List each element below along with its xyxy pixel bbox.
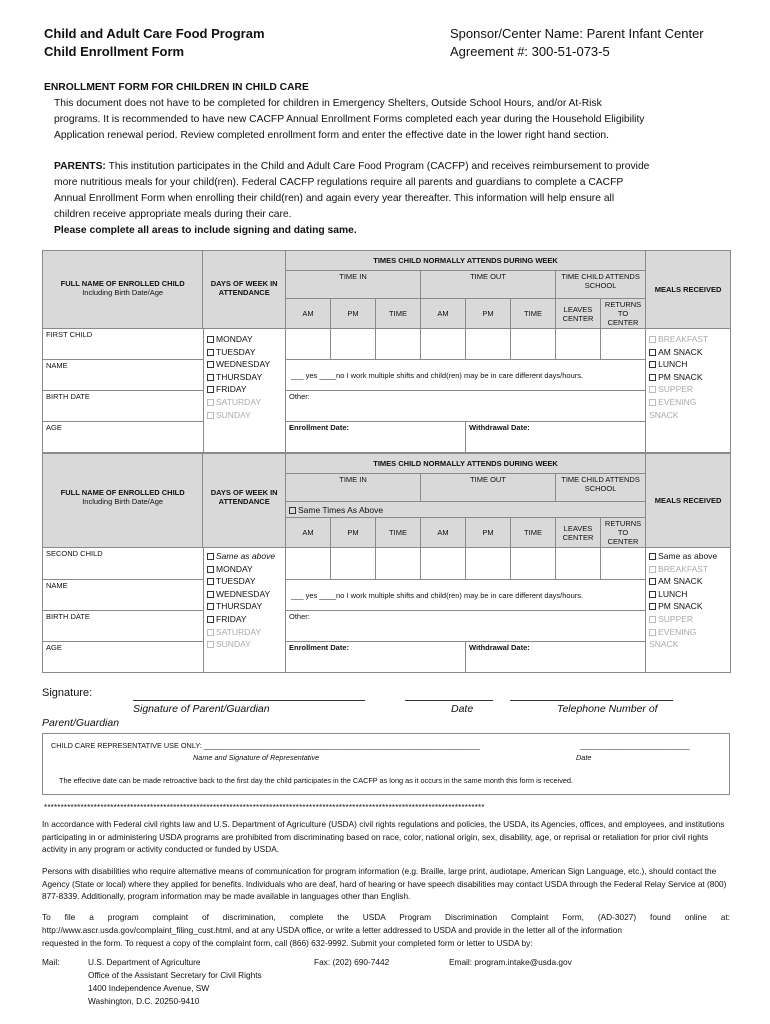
day-checkbox[interactable] [207, 383, 282, 396]
withdrawal-date-field[interactable]: Withdrawal Date: [466, 422, 646, 453]
returns-header: RETURNS TO CENTER [601, 518, 646, 548]
multiple-shifts[interactable]: ___ yes ____no I work multiple shifts and child(ren) may be in care different days/hours. [286, 580, 646, 611]
parents-line: Annual Enrollment Form when enrolling their child(ren) and again every year thereafter. This information will help ensure all [54, 193, 615, 204]
meal-label: EVENING SNACK [649, 626, 697, 650]
meal-checkbox[interactable] [649, 358, 727, 371]
enrollment-heading: ENROLLMENT FORM FOR CHILDREN IN CHILD CARE [44, 82, 309, 93]
program-title: Child and Adult Care Food Program [44, 26, 265, 41]
address-line: 1400 Independence Avenue, SW [88, 983, 210, 993]
time-in-header: TIME IN [286, 474, 421, 502]
day-label: TUESDAY [216, 576, 256, 587]
effective-date-note: The effective date can be made retroactive back to the first day the child participates in the CACFP as long as it occurs in the same month this form is received. [59, 776, 574, 785]
school-header: TIME CHILD ATTENDS SCHOOL [556, 474, 646, 502]
day-label: WEDNESDAY [216, 588, 271, 599]
agreement-number: Agreement #: 300-51-073-5 [450, 44, 610, 59]
pm-header: PM [331, 299, 376, 329]
leaves-header: LEAVES CENTER [556, 299, 601, 329]
day-checkbox[interactable] [207, 396, 282, 409]
times-header: TIMES CHILD NORMALLY ATTENDS DURING WEEK [286, 454, 646, 474]
intro-line: programs. It is recommended to have new CACFP Annual Enrollment Forms completed each year during the Household Eligibility [54, 114, 645, 125]
disabilities-paragraph: Persons with disabilities who require alternative means of communication for program information (e.g. Braille, large print, audiotape, American Sign Language, etc.), should contact the Agency (State or local) where they applied for benefits. Individuals who are deaf, hard of hearing or have speech disabilities may contact USDA through the Federal Relay Service at (800) 877-8339. Additionally, program information may be made available in languages other than English. [42, 866, 727, 901]
day-checkbox[interactable] [207, 613, 282, 626]
checkbox-icon [649, 349, 656, 356]
date-line[interactable] [405, 700, 493, 701]
days-header: DAYS OF WEEK IN ATTENDANCE [210, 279, 278, 297]
fax-number: Fax: (202) 690-7442 [314, 957, 390, 967]
representative-box [42, 733, 730, 795]
representative-date-caption: Date [576, 753, 592, 762]
meals-list [646, 329, 731, 453]
civil-rights-paragraph: In accordance with Federal civil rights law and U.S. Department of Agriculture (USDA) civil rights regulations and policies, the USDA, its Agencies, offices, and employees, and institutions participating in or administering USDA programs are prohibited from discriminating based on race, color, national origin, sex, disability, age, or reprisal or retaliation for prior civil rights activity in any program or activity conducted or funded by USDA. [42, 819, 725, 854]
time-cell[interactable] [421, 548, 466, 580]
time-header: TIME [511, 299, 556, 329]
time-cell[interactable] [511, 329, 556, 360]
time-cell[interactable] [556, 329, 601, 360]
times-header: TIMES CHILD NORMALLY ATTENDS DURING WEEK [286, 251, 646, 271]
time-cell[interactable] [376, 548, 421, 580]
time-header: TIME [511, 518, 556, 548]
meals-header: MEALS RECEIVED [646, 454, 731, 548]
time-cell[interactable] [466, 548, 511, 580]
checkbox-icon [649, 374, 656, 381]
time-cell[interactable] [286, 329, 331, 360]
full-name-header: FULL NAME OF ENROLLED CHILD [60, 488, 185, 497]
time-in-header: TIME IN [286, 271, 421, 299]
day-checkbox[interactable] [207, 588, 282, 601]
telephone-line[interactable] [510, 700, 673, 701]
am-header: AM [421, 299, 466, 329]
full-name-header: FULL NAME OF ENROLLED CHILD [60, 279, 185, 288]
time-cell[interactable] [421, 329, 466, 360]
day-label: SATURDAY [216, 396, 262, 407]
complete-instruction: Please complete all areas to include signing and dating same. [54, 225, 357, 236]
checkbox-icon [207, 374, 214, 381]
meal-checkbox[interactable] [649, 575, 727, 588]
age-field[interactable]: AGE [43, 642, 204, 673]
address-line: Washington, D.C. 20250-9410 [88, 996, 200, 1006]
time-cell[interactable] [331, 329, 376, 360]
parents-line [54, 159, 649, 176]
days-header: DAYS OF WEEK IN ATTENDANCE [210, 488, 278, 506]
day-checkbox[interactable] [207, 409, 282, 422]
complaint-line: requested in the form. To request a copy of the complaint form, call (866) 632-9992. Submit your completed form or letter to USDA by: [42, 938, 533, 948]
time-header: TIME [376, 299, 421, 329]
parents-line: children receive appropriate meals during their care. [54, 209, 292, 220]
birth-date-header: Including Birth Date/Age [82, 497, 164, 506]
checkbox-icon [649, 386, 656, 393]
time-cell[interactable] [556, 548, 601, 580]
meal-checkbox[interactable] [649, 346, 727, 359]
day-checkbox[interactable] [207, 358, 282, 371]
pm-header: PM [466, 299, 511, 329]
checkbox-icon [649, 603, 656, 610]
day-label: THURSDAY [216, 371, 263, 382]
time-cell[interactable] [376, 329, 421, 360]
meal-checkbox[interactable] [649, 371, 727, 384]
enrollment-date-field[interactable]: Enrollment Date: [286, 642, 466, 673]
checkbox-icon [207, 629, 214, 636]
day-checkbox[interactable] [207, 600, 282, 613]
checkbox-icon [207, 591, 214, 598]
birth-date-field[interactable]: BIRTH DATE [43, 391, 204, 422]
day-label: MONDAY [216, 334, 253, 344]
email-address[interactable]: Email: program.intake@usda.gov [449, 957, 572, 967]
day-checkbox[interactable] [207, 371, 282, 384]
day-label: Same as above [216, 551, 276, 561]
checkbox-icon [649, 616, 656, 623]
multiple-shifts[interactable]: ___ yes ____no I work multiple shifts and child(ren) may be in care different days/hours. [286, 360, 646, 391]
other-field[interactable]: Other: [286, 611, 646, 642]
checkbox-icon [649, 553, 656, 560]
school-header: TIME CHILD ATTENDS SCHOOL [556, 271, 646, 299]
parents-label: PARENTS: [54, 161, 106, 172]
first-child-table [42, 250, 731, 453]
other-field[interactable]: Other: [286, 391, 646, 422]
signature-caption: Signature of Parent/Guardian [133, 703, 270, 715]
signature-label: Signature: [42, 687, 93, 699]
meal-label: BREAKFAST [658, 334, 709, 344]
checkbox-icon [649, 399, 656, 406]
day-label: TUESDAY [216, 346, 256, 357]
same-times-checkbox[interactable] [286, 502, 646, 518]
date-caption: Date [451, 703, 474, 715]
checkbox-icon [207, 399, 214, 406]
birth-date-field[interactable]: BIRTH DATE [43, 611, 204, 642]
address-line: U.S. Department of Agriculture [88, 957, 201, 967]
same-times-label: Same Times As Above [298, 504, 384, 515]
meal-checkbox[interactable] [649, 600, 727, 613]
checkbox-icon [649, 629, 656, 636]
name-field[interactable]: NAME [43, 360, 204, 391]
checkbox-icon [207, 641, 214, 648]
age-field[interactable]: AGE [43, 422, 204, 453]
day-label: FRIDAY [216, 613, 247, 624]
intro-line: This document does not have to be completed for children in Emergency Shelters, Outside School Hours, and/or At-Risk [54, 98, 602, 109]
meal-label: LUNCH [658, 359, 688, 370]
checkbox-icon [649, 361, 656, 368]
meal-label: SUPPER [658, 613, 694, 624]
day-label: THURSDAY [216, 601, 263, 612]
sponsor-name: Sponsor/Center Name: Parent Infant Center [450, 26, 704, 41]
checkbox-icon [207, 349, 214, 356]
meal-checkbox[interactable] [649, 626, 727, 651]
withdrawal-date-field[interactable]: Withdrawal Date: [466, 642, 646, 673]
checkbox-icon [207, 566, 214, 573]
meal-label: SUPPER [658, 384, 694, 395]
days-list [204, 329, 286, 453]
intro-line: Application renewal period. Review completed enrollment form and enter the effective date in the lower right hand section. [54, 130, 610, 141]
day-label: SATURDAY [216, 626, 262, 637]
parent-guardian-caption: Parent/Guardian [42, 717, 120, 729]
leaves-header: LEAVES CENTER [556, 518, 601, 548]
enrollment-date-field[interactable]: Enrollment Date: [286, 422, 466, 453]
meal-checkbox[interactable] [649, 588, 727, 601]
checkbox-icon [207, 553, 214, 560]
time-header: TIME [376, 518, 421, 548]
checkbox-icon [649, 591, 656, 598]
checkbox-icon [207, 412, 214, 419]
checkbox-icon [207, 616, 214, 623]
complaint-line: To file a program complaint of discrimination, complete the USDA Program Discrimination Complaint Form, (AD-3027) found online at: [42, 912, 730, 922]
meal-label: EVENING SNACK [649, 396, 697, 420]
time-out-header: TIME OUT [421, 271, 556, 299]
name-field[interactable]: NAME [43, 580, 204, 611]
meal-label: LUNCH [658, 588, 688, 599]
day-label: SUNDAY [216, 409, 251, 420]
day-checkbox[interactable] [207, 550, 282, 563]
checkbox-icon [207, 386, 214, 393]
day-label: FRIDAY [216, 384, 247, 395]
day-checkbox[interactable] [207, 563, 282, 576]
am-header: AM [286, 518, 331, 548]
mail-label: Mail: [42, 957, 60, 967]
meals-header: MEALS RECEIVED [646, 251, 731, 329]
checkbox-icon [649, 566, 656, 573]
first-child-field[interactable]: FIRST CHILD [43, 329, 204, 360]
second-child-field[interactable]: SECOND CHILD [43, 548, 204, 580]
am-header: AM [286, 299, 331, 329]
time-cell[interactable] [511, 548, 556, 580]
checkbox-icon [289, 507, 296, 514]
returns-header: RETURNS TO CENTER [601, 299, 646, 329]
meal-checkbox[interactable] [649, 396, 727, 421]
meals-list [646, 548, 731, 673]
meal-checkbox[interactable] [649, 333, 727, 346]
checkbox-icon [207, 578, 214, 585]
meal-label: AM SNACK [658, 346, 703, 357]
time-out-header: TIME OUT [421, 474, 556, 502]
meal-checkbox[interactable] [649, 383, 727, 396]
meal-label: AM SNACK [658, 576, 703, 587]
time-cell[interactable] [286, 548, 331, 580]
day-checkbox[interactable] [207, 575, 282, 588]
day-checkbox[interactable] [207, 638, 282, 651]
meal-label: BREAKFAST [658, 563, 709, 574]
representative-line[interactable]: CHILD CARE REPRESENTATIVE USE ONLY: ____________________________________________________________________ [51, 741, 480, 750]
meal-label: PM SNACK [658, 371, 703, 382]
meal-checkbox[interactable] [649, 613, 727, 626]
representative-caption: Name and Signature of Representative [193, 753, 320, 762]
pm-header: PM [466, 518, 511, 548]
complaint-line: http://www.ascr.usda.gov/complaint_filing_cust.html, and at any USDA office, or write a letter addressed to USDA and provide in the letter all of the information [42, 925, 623, 935]
time-cell[interactable] [466, 329, 511, 360]
telephone-caption: Telephone Number of [557, 703, 658, 715]
meal-checkbox[interactable] [649, 550, 727, 563]
pm-header: PM [331, 518, 376, 548]
am-header: AM [421, 518, 466, 548]
time-cell[interactable] [601, 329, 646, 360]
time-cell[interactable] [331, 548, 376, 580]
day-checkbox[interactable] [207, 626, 282, 639]
day-checkbox[interactable] [207, 333, 282, 346]
signature-line[interactable] [133, 700, 365, 701]
checkbox-icon [207, 336, 214, 343]
second-child-table [42, 453, 731, 673]
day-label: MONDAY [216, 563, 253, 574]
checkbox-icon [207, 361, 214, 368]
address-line: Office of the Assistant Secretary for Civil Rights [88, 970, 262, 980]
days-list [204, 548, 286, 673]
time-cell[interactable] [601, 548, 646, 580]
meal-label: PM SNACK [658, 601, 703, 612]
parents-line: more nutritious meals for your child(ren). Federal CACFP regulations require all parents and guardians to complete a CACFP [54, 177, 624, 188]
representative-date-line[interactable]: ___________________________ [580, 741, 690, 750]
meal-label: Same as above [658, 551, 718, 561]
checkbox-icon [649, 336, 656, 343]
parents-text: This institution participates in the Child and Adult Care Food Program (CACFP) and receives reimbursement to provide [108, 161, 650, 172]
checkbox-icon [207, 603, 214, 610]
day-label: WEDNESDAY [216, 359, 271, 370]
birth-date-header: Including Birth Date/Age [82, 288, 164, 297]
checkbox-icon [649, 578, 656, 585]
day-checkbox[interactable] [207, 346, 282, 359]
meal-checkbox[interactable] [649, 563, 727, 576]
divider-stars: ************************************************************************************************************************************* [44, 803, 485, 812]
form-title: Child Enrollment Form [44, 44, 185, 59]
day-label: SUNDAY [216, 639, 251, 650]
